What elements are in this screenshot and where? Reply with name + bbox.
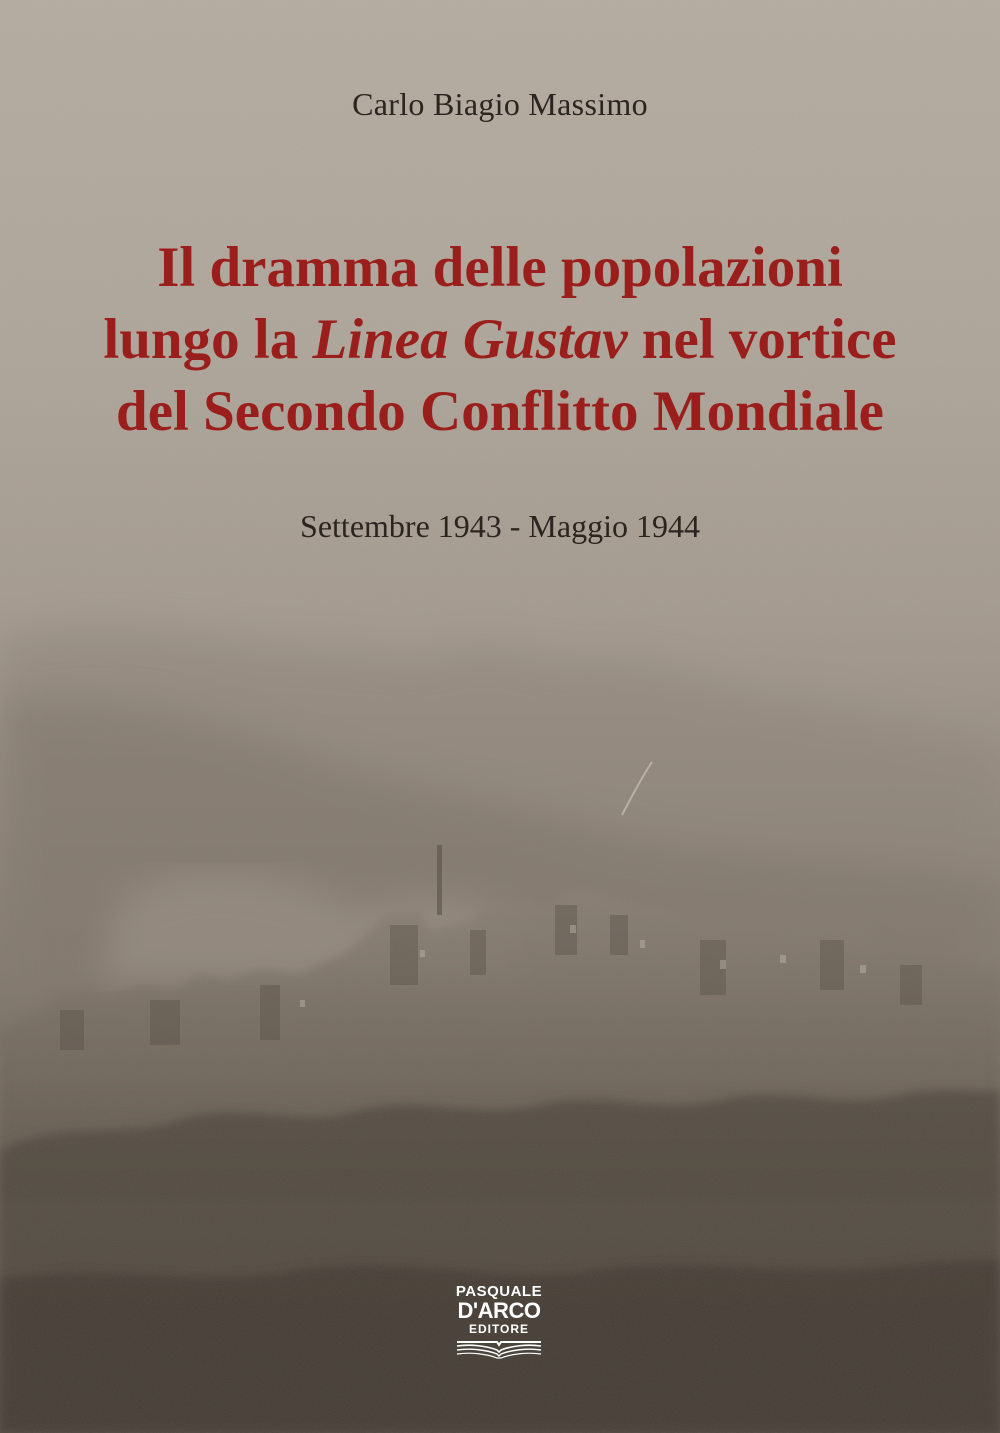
- publisher-line-2: D'ARCO: [457, 1298, 541, 1323]
- author-name: Carlo Biagio Massimo: [352, 86, 648, 122]
- book-subtitle: Settembre 1943 - Maggio 1944: [300, 508, 700, 544]
- open-book-icon: [451, 1338, 547, 1360]
- publisher-line-3: EDITORE: [468, 1322, 530, 1336]
- title-line-1: Il dramma delle popolazioni: [157, 236, 843, 299]
- title-line-3: del Secondo Conflitto Mondiale: [116, 380, 884, 443]
- title-line-2-start: lungo la: [103, 308, 313, 371]
- publisher-logo: [447, 1284, 551, 1382]
- title-italic-linea-gustav: Linea Gustav: [312, 308, 628, 371]
- book-title: [0, 232, 1000, 448]
- title-line-2: [0, 304, 1000, 376]
- publisher-line-1: PASQUALE: [455, 1283, 543, 1300]
- title-line-2-end: nel vortice: [627, 308, 897, 371]
